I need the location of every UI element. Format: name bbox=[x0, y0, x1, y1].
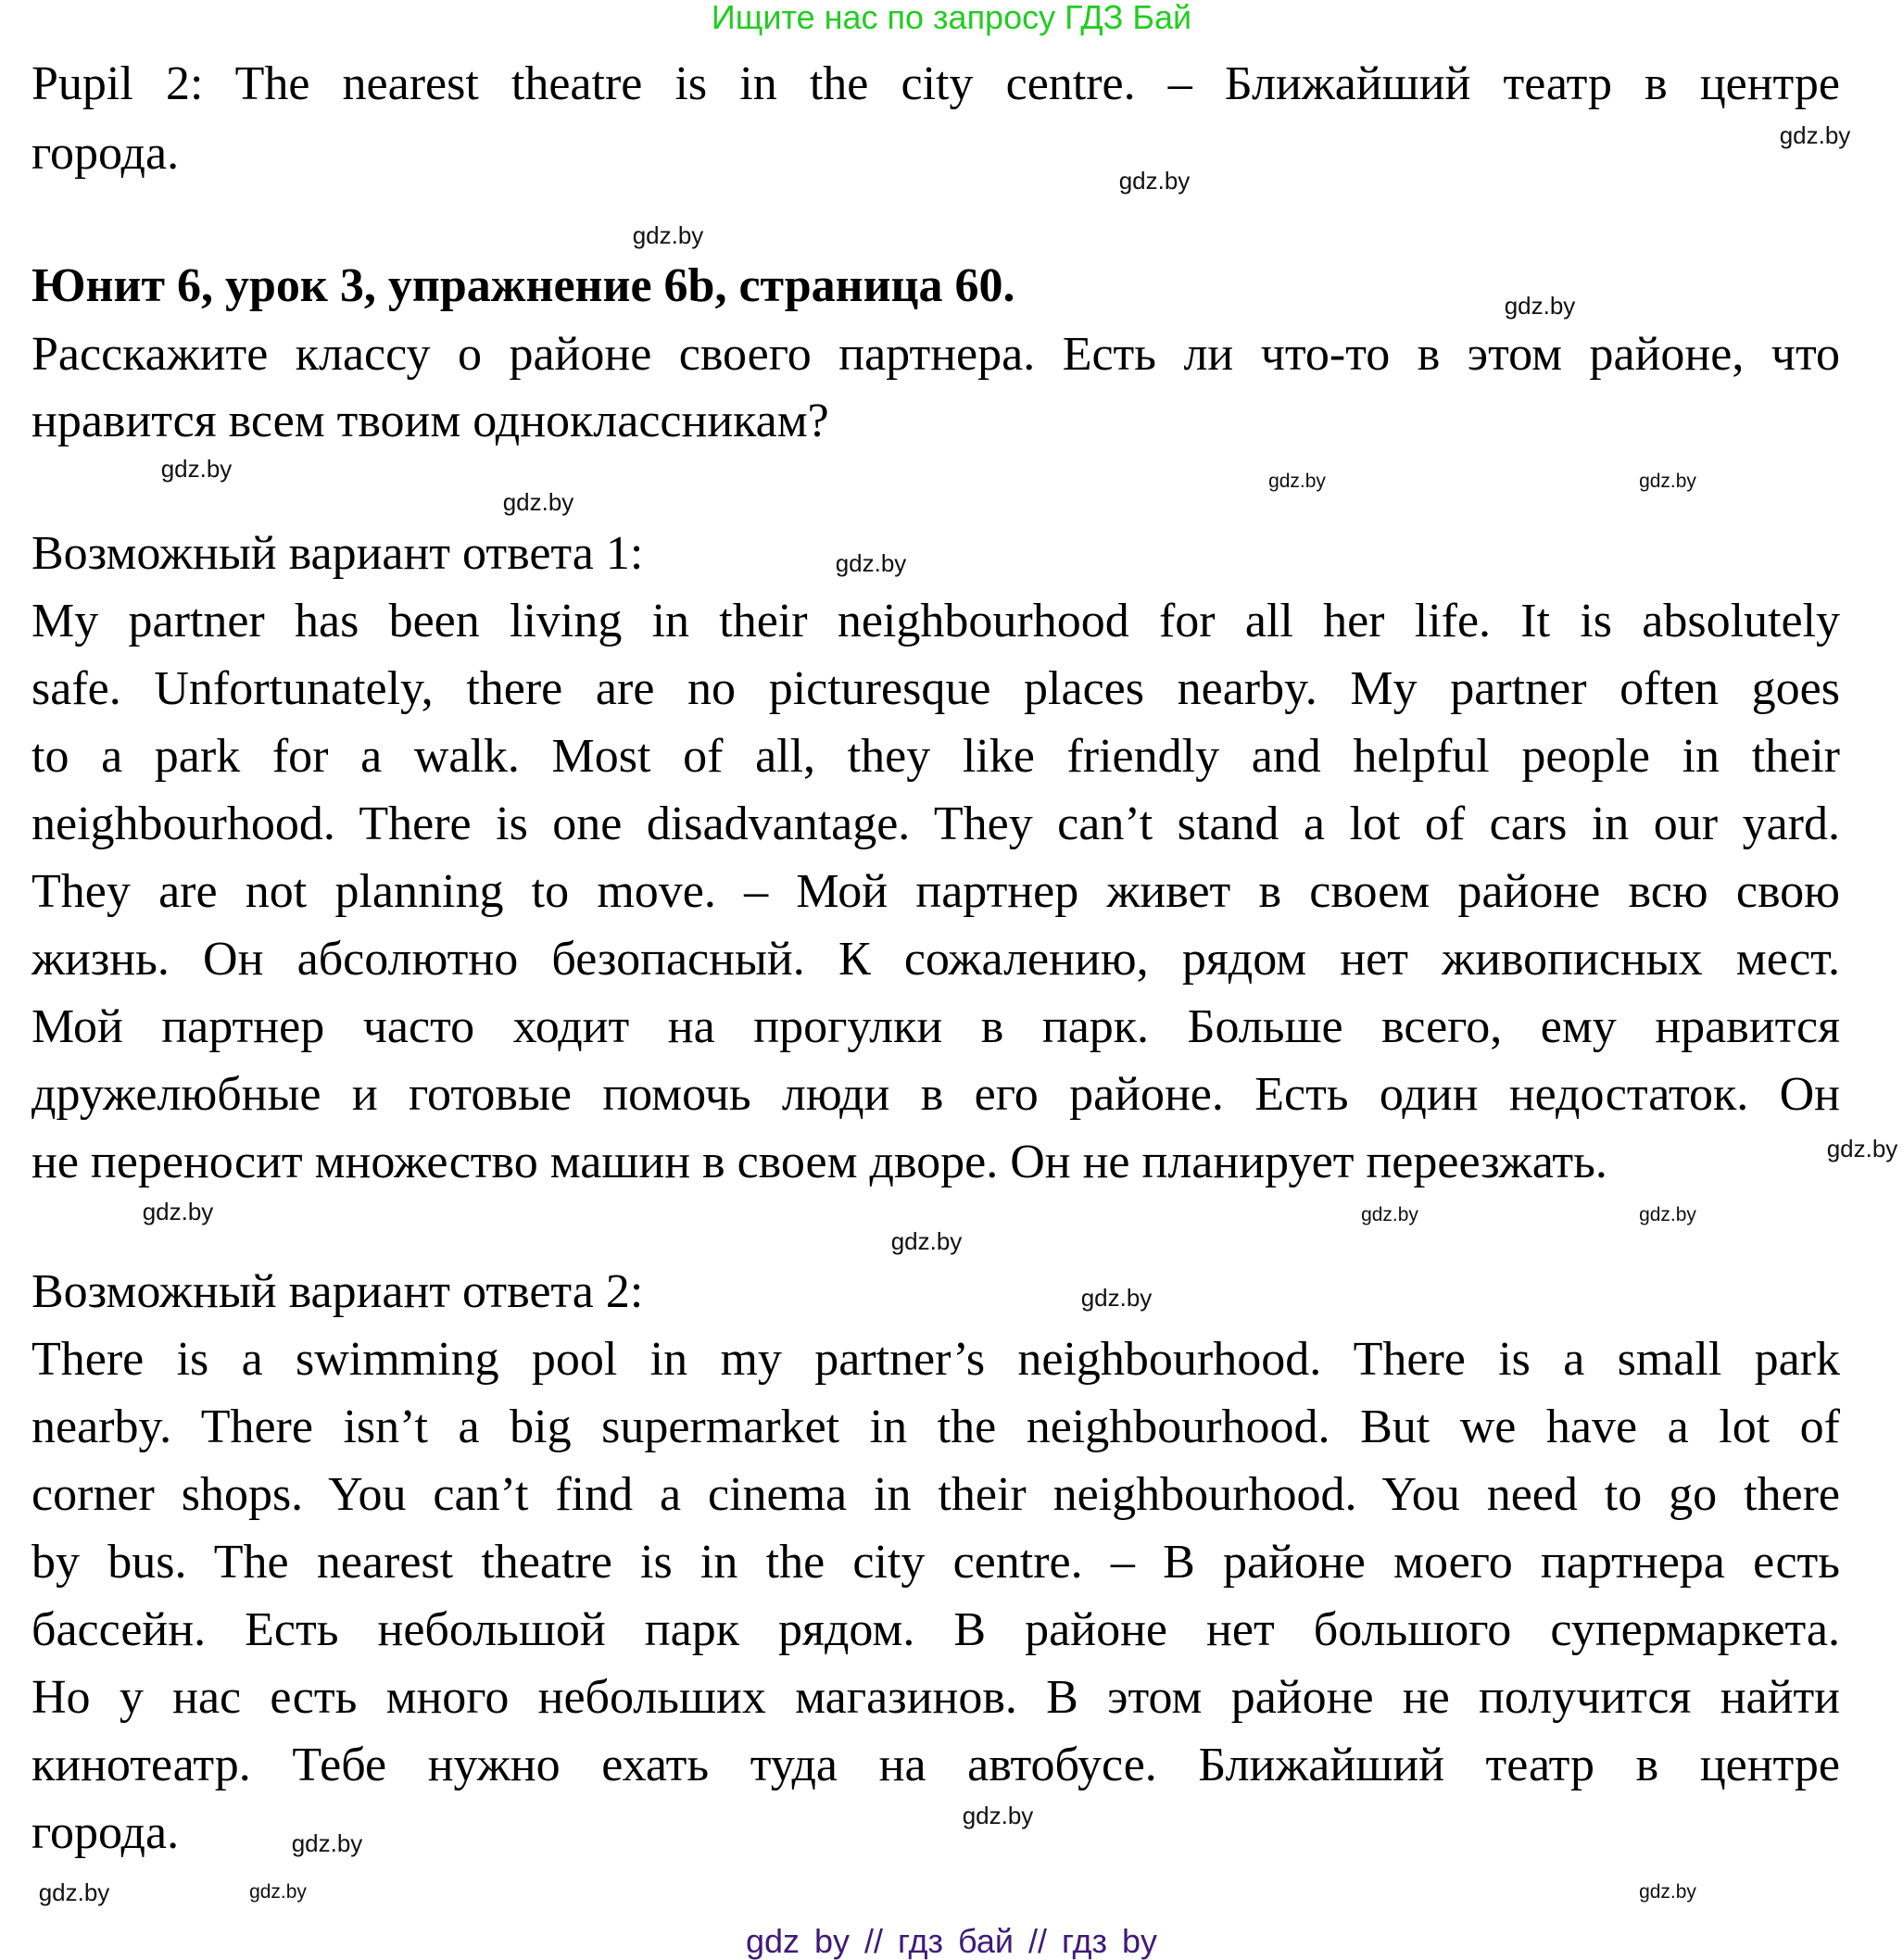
watermark: gdz.by bbox=[1118, 167, 1191, 195]
answer-2-heading: Возможный вариант ответа 2: bbox=[32, 1265, 644, 1318]
text-line: бассейн. Есть небольшой парк рядом. В районе нет большого супермаркета. bbox=[32, 1603, 1840, 1656]
text-line: by bus. The nearest theatre is in the city centre. – В районе моего партнера есть bbox=[32, 1536, 1840, 1589]
text-line: to a park for a walk. Most of all, they like friendly and helpful people in their bbox=[32, 730, 1840, 783]
text-line: не переносит множество машин в своем дворе. Он не планирует переезжать. bbox=[32, 1136, 1607, 1188]
text-line: жизнь. Он абсолютно безопасный. К сожалению, рядом нет живописных мест. bbox=[32, 933, 1840, 986]
watermark: gdz.by bbox=[835, 549, 907, 577]
task-line: нравится всем твоим одноклассникам? bbox=[32, 395, 829, 447]
task-line: Расскажите классу о районе своего партнера. Есть ли что-то в этом районе, что bbox=[32, 328, 1840, 381]
text-line: кинотеатр. Тебе нужно ехать туда на автобусе. Ближайший театр в центре bbox=[32, 1739, 1840, 1791]
search-banner: Ищите нас по запросу ГДЗ Бай bbox=[711, 0, 1192, 36]
text-line: corner shops. You can’t find a cinema in their neighbourhood. You need to go there bbox=[32, 1468, 1840, 1521]
answer-1-heading: Возможный вариант ответа 1: bbox=[32, 527, 644, 580]
watermark: gdz.by bbox=[1639, 1204, 1696, 1225]
text-line: They are not planning to move. – Мой партнер живет в своем районе всю свою bbox=[32, 865, 1840, 918]
exercise-heading: Юнит 6, урок 3, упражнение 6b, страница 60. bbox=[32, 259, 1015, 312]
text-line: safe. Unfortunately, there are no picturesque places nearby. My partner often goes bbox=[32, 662, 1840, 715]
watermark: gdz.by bbox=[1779, 121, 1851, 149]
watermark: gdz.by bbox=[1504, 292, 1576, 320]
watermark: gdz.by bbox=[632, 221, 704, 249]
footer-banner: gdz by // гдз бай // гдз by bbox=[745, 1922, 1158, 1960]
text-line: города. bbox=[32, 127, 180, 180]
text-line: Мой партнер часто ходит на прогулки в парк. Больше всего, ему нравится bbox=[32, 1000, 1840, 1053]
watermark: gdz.by bbox=[142, 1198, 214, 1225]
text-line: My partner has been living in their neighbourhood for all her life. It is absolutely bbox=[32, 595, 1840, 647]
watermark: gdz.by bbox=[160, 455, 233, 483]
watermark: gdz.by bbox=[249, 1881, 307, 1903]
watermark: gdz.by bbox=[1639, 1881, 1696, 1903]
watermark: gdz.by bbox=[1826, 1135, 1898, 1162]
watermark: gdz.by bbox=[890, 1227, 963, 1255]
watermark: gdz.by bbox=[1639, 471, 1696, 492]
text-line: дружелюбные и готовые помочь люди в его районе. Есть один недостаток. Он bbox=[32, 1068, 1840, 1121]
watermark: gdz.by bbox=[502, 488, 574, 516]
watermark: gdz.by bbox=[1268, 471, 1326, 492]
text-line: There is a swimming pool in my partner’s neighbourhood. There is a small park bbox=[32, 1333, 1840, 1386]
text-line: Но у нас есть много небольших магазинов. В этом районе не получится найти bbox=[32, 1671, 1840, 1724]
watermark: gdz.by bbox=[38, 1878, 110, 1906]
watermark: gdz.by bbox=[1361, 1204, 1418, 1225]
watermark: gdz.by bbox=[1080, 1284, 1153, 1312]
text-line: города. bbox=[32, 1806, 180, 1859]
text-line: neighbourhood. There is one disadvantage. They can’t stand a lot of cars in our yard. bbox=[32, 798, 1840, 850]
watermark: gdz.by bbox=[291, 1829, 363, 1857]
text-line: nearby. There isn’t a big supermarket in the neighbourhood. But we have a lot of bbox=[32, 1401, 1840, 1453]
watermark: gdz.by bbox=[962, 1802, 1034, 1829]
text-line: Pupil 2: The nearest theatre is in the city centre. – Ближайший театр в центре bbox=[32, 57, 1840, 110]
